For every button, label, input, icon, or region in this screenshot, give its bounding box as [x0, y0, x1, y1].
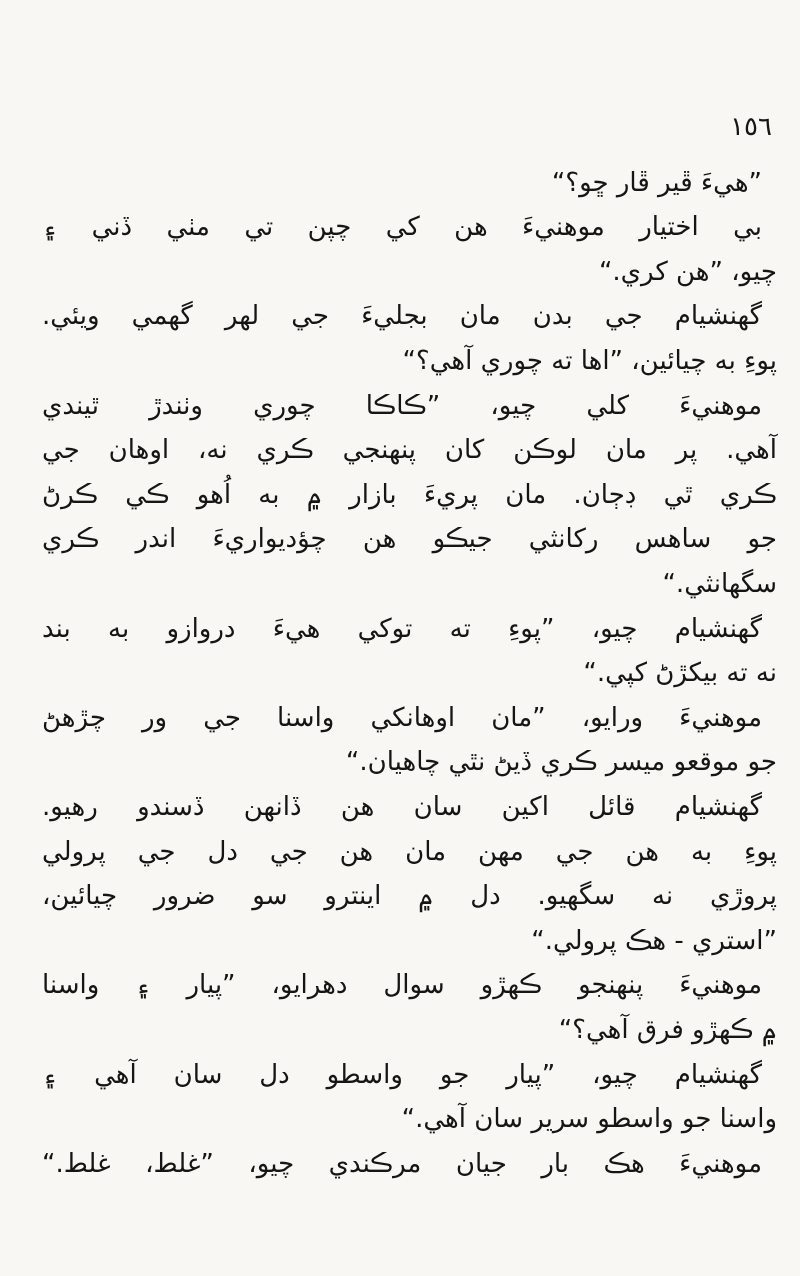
text-line: پوءِ به هن جي مهن مان هن جي دل جي پرولي	[42, 837, 777, 867]
text-line: گهنشيام جي بدن مان بجليءَ جي لهر گهمي ويئي.	[42, 301, 762, 331]
text-line: سگهانثي.“	[662, 569, 777, 599]
text-line: موهنيءَ پنهنجو ڪهڙو سوال دهرايو، ”پيار ۽ واسنا	[42, 970, 762, 1000]
text-line: آهي. پر مان لوڪن کان پنهنجي ڪري نه، اوهان جي	[42, 435, 777, 465]
text-line: موهنيءَ هڪ بار جيان مرڪندي چيو، ”غلط، غلط.“	[42, 1149, 762, 1179]
text-line: موهنيءَ ورايو، ”مان اوهانکي واسنا جي ور چڙهڻ	[42, 703, 762, 733]
text-line: ”استري - هڪ پرولي.“	[531, 926, 777, 956]
page-number: ١٥٦	[730, 112, 772, 142]
text-line: بي اختيار موهنيءَ هن کي چپن تي مٺي ڏني ۽	[42, 212, 762, 242]
text-line: نه ته بيکڙڻ کپي.“	[583, 658, 777, 688]
text-line: ۾ ڪهڙو فرق آهي؟“	[558, 1015, 777, 1045]
text-line: ”هيءَ ڦير ڦار ڇو؟“	[551, 168, 762, 198]
text-line: چيو، ”هن کري.“	[598, 257, 777, 287]
text-line: گهنشيام چيو، ”پيار جو واسطو دل سان آهي ۽	[42, 1060, 762, 1090]
text-line: گهنشيام چيو، ”پوءِ ته توکي هيءَ دروازو به بند	[42, 614, 762, 644]
text-line: گهنشيام قائل اکين سان هن ڏانهن ڏسندو رهيو.	[42, 792, 762, 822]
text-line: موهنيءَ کلي چيو، ”ڪاڪا چوري وٺندڙ ٿيندي	[42, 391, 762, 421]
text-line: ڪري ٿي ڊڄان. مان پريءَ بازار ۾ به اُهو ڪي ڪرڻ	[42, 480, 777, 510]
text-line: جو ساهس رکانثي جيڪو هن چؤديواريءَ اندر ڪري	[42, 524, 777, 554]
text-line: واسنا جو واسطو سرير سان آهي.“	[401, 1104, 777, 1134]
text-line: جو موقعو ميسر ڪري ڏيڻ نٿي چاهيان.“	[345, 747, 777, 777]
text-line: پوءِ به چيائين، ”اها ته چوري آهي؟“	[402, 346, 777, 376]
text-line: پروڙي نه سگهيو. دل ۾ اينترو سو ضرور چيائين،	[42, 881, 777, 911]
